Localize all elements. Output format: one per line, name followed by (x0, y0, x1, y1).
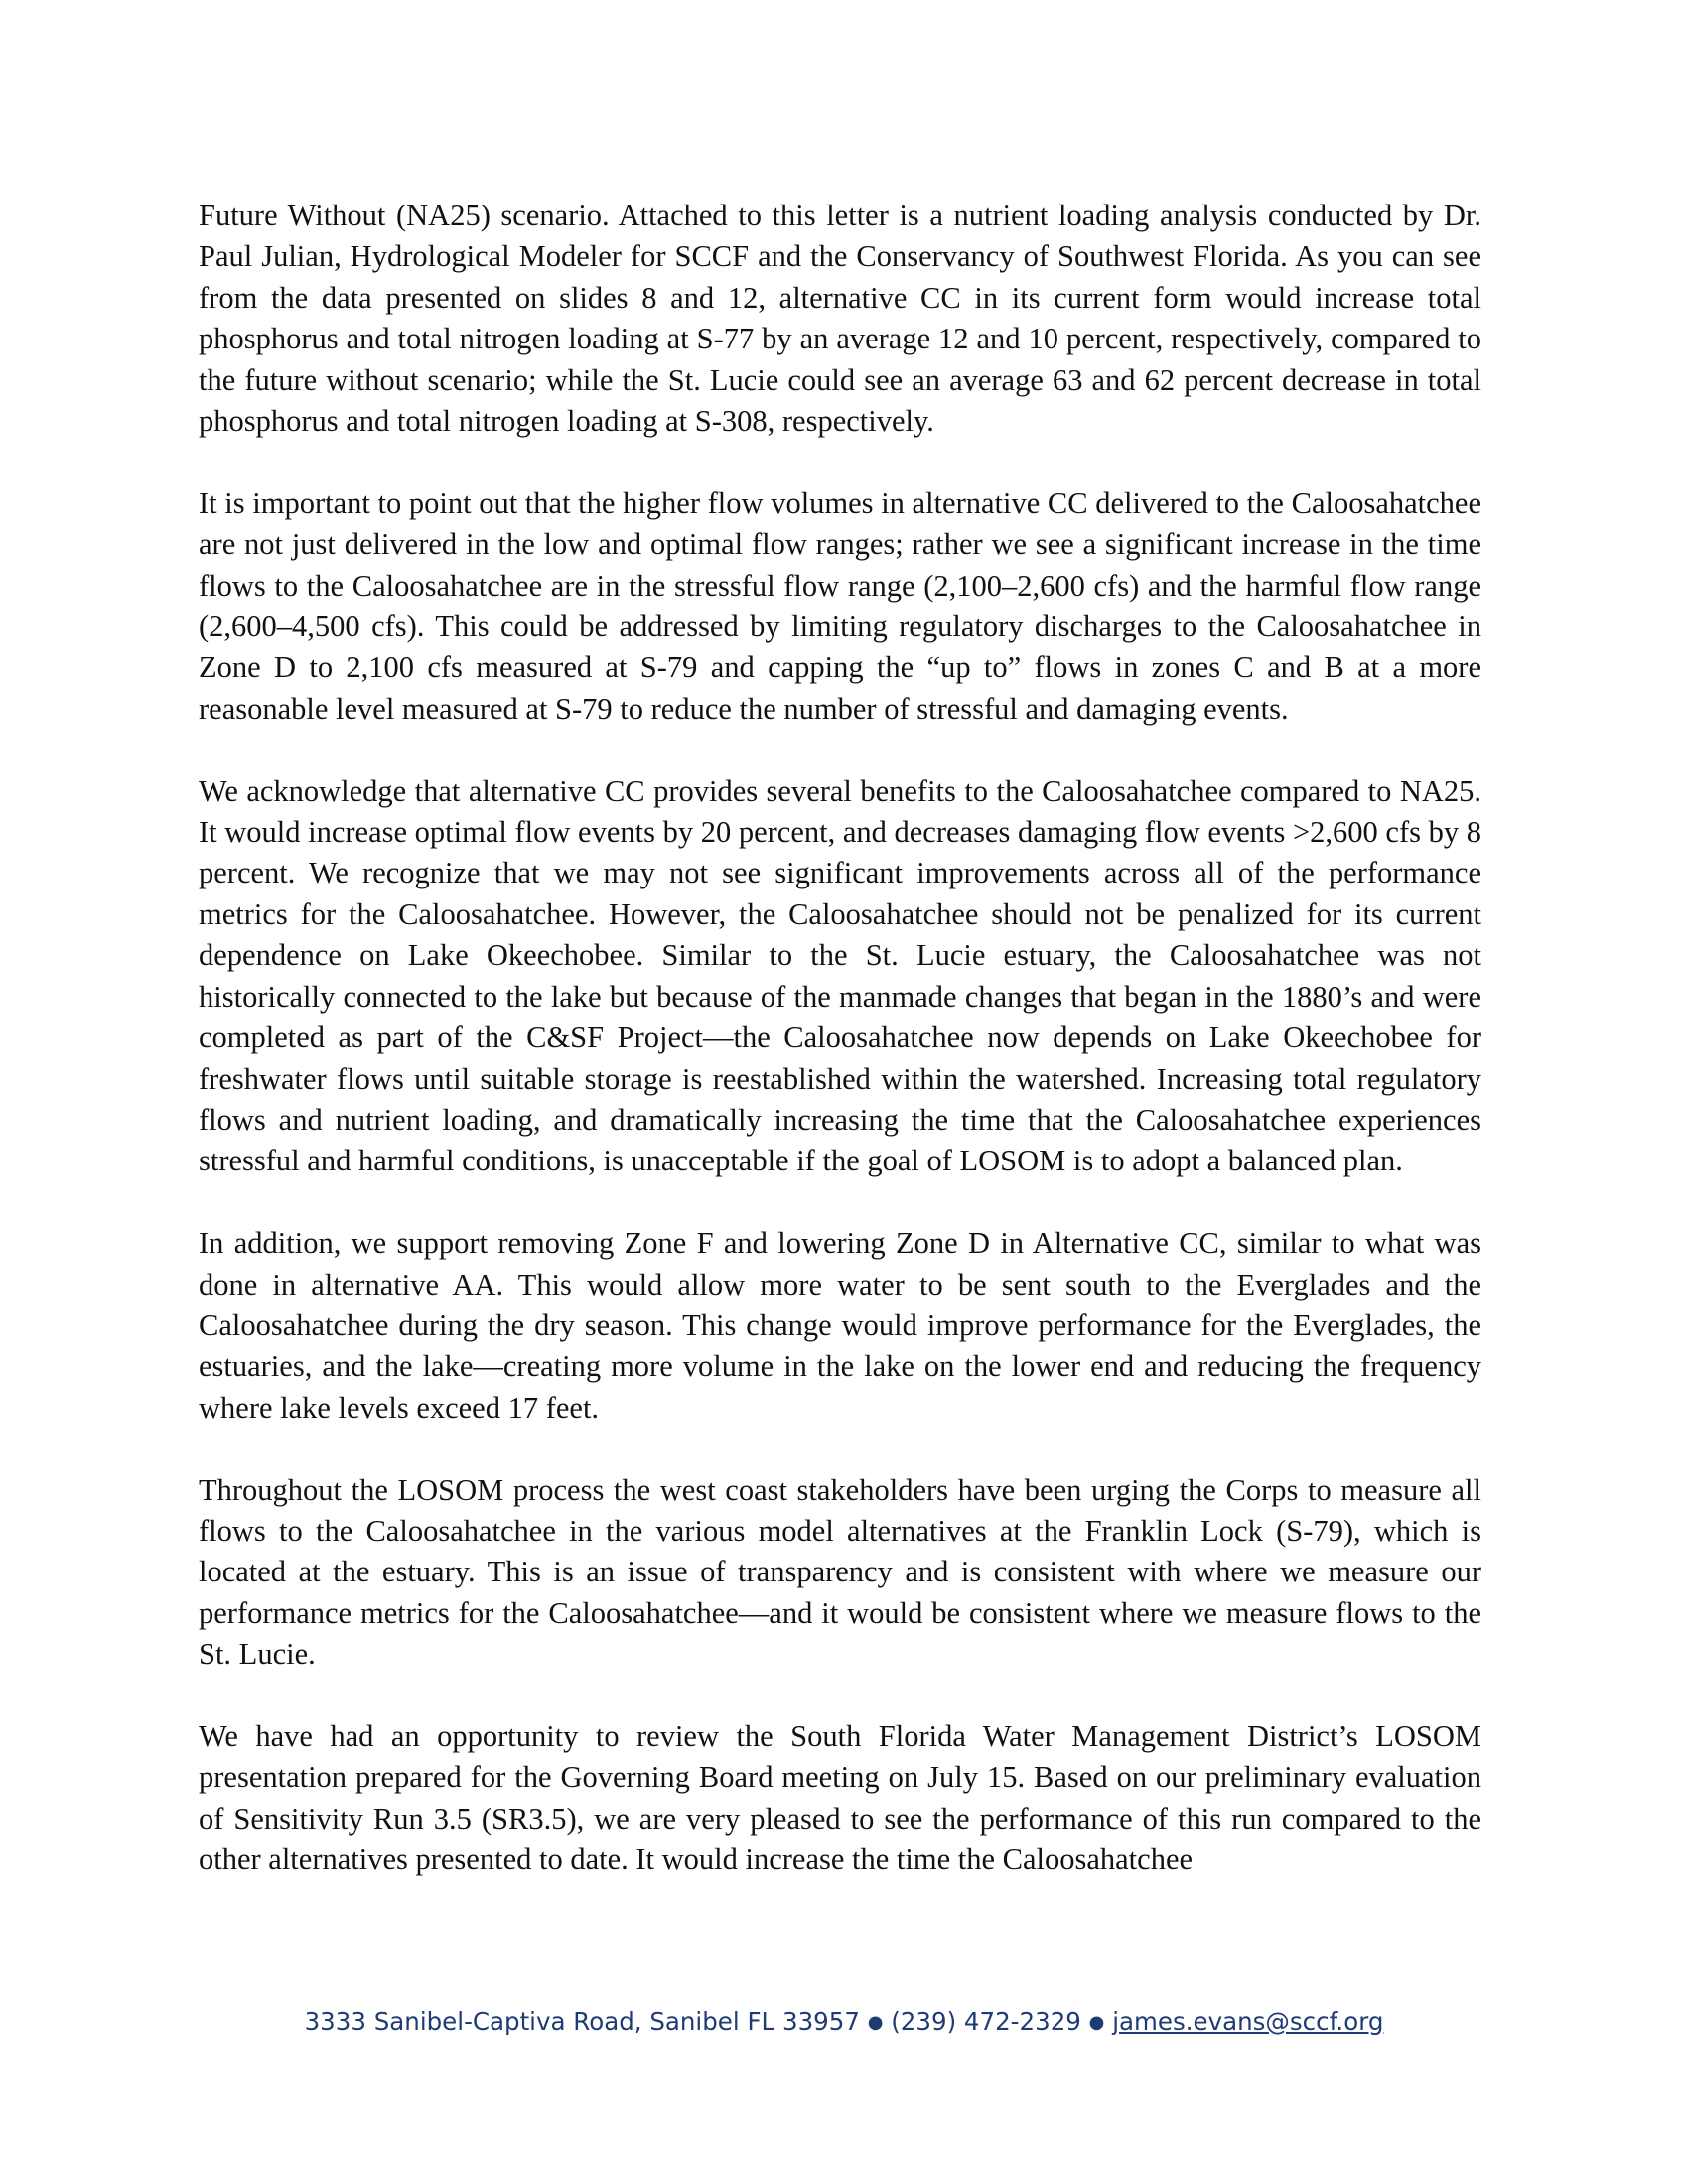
paragraph-benefits: We acknowledge that alternative CC provides several benefits to the Caloosahatchee compared to NA25. It would increase optimal flow events by 20 percent, and decreases damaging flow events >2,600 cfs by 8 percent. We recognize that we may not see significant improvements across all of the performance metrics for the Caloosahatchee. However, the Caloosahatchee should not be penalized for its current dependence on Lake Okeechobee. Similar to the St. Lucie estuary, the Caloosahatchee was not historically connected to the lake but because of the manmade changes that began in the 1880’s and were completed as part of the C&SF Project—the Caloosahatchee now depends on Lake Okeechobee for freshwater flows until suitable storage is reestablished within the watershed. Increasing total regulatory flows and nutrient loading, and dramatically increasing the time that the Caloosahatchee experiences stressful and harmful conditions, is unacceptable if the goal of LOSOM is to adopt a balanced plan. (199, 773, 1481, 1178)
paragraph-measurement-location: Throughout the LOSOM process the west coast stakeholders have been urging the Corps to measure all flows to the Caloosahatchee in the various model alternatives at the Franklin Lock (S-79), which is located at the estuary. This is an issue of transparency and is consistent with where we measure our performance metrics for the Caloosahatchee—and it would be consistent where we measure flows to the St. Lucie. (199, 1472, 1481, 1672)
footer-address: 3333 Sanibel-Captiva Road, Sanibel FL 33957 (304, 2007, 860, 2036)
bullet-separator: ● (1088, 2012, 1105, 2033)
paragraph-flow-ranges: It is important to point out that the higher flow volumes in alternative CC delivered to the Caloosahatchee are not just delivered in the low and optimal flow ranges; rather we see a significant increase in the time flows to the Caloosahatchee are in the stressful flow range (2,100–2,600 cfs) and the harmful flow range (2,600–4,500 cfs). This could be addressed by limiting regulatory discharges to the Caloosahatchee in Zone D to 2,100 cfs measured at S-79 and capping the “up to” flows in zones C and B at a more reasonable level measured at S-79 to reduce the number of stressful and damaging events. (199, 485, 1481, 726)
footer-email-link[interactable]: james.evans@sccf.org (1112, 2007, 1384, 2036)
paragraph-sensitivity-run: We have had an opportunity to review the South Florida Water Management District’s LOSOM presentation prepared for the Governing Board meeting on July 15. Based on our preliminary evaluation of Sensitivity Run 3.5 (SR3.5), we are very pleased to see the performance of this run compared to the other alternatives presented to date. It would increase the time the Caloosahatchee (199, 1718, 1481, 1877)
paragraph-nutrient-loading: Future Without (NA25) scenario. Attached to this letter is a nutrient loading analysis conducted by Dr. Paul Julian, Hydrological Modeler for SCCF and the Conservancy of Southwest Florida. As you can see from the data presented on slides 8 and 12, alternative CC in its current form would increase total phosphorus and total nitrogen loading at S-77 by an average 12 and 10 percent, respectively, compared to the future without scenario; while the St. Lucie could see an average 63 and 62 percent decrease in total phosphorus and total nitrogen loading at S-308, respectively. (199, 199, 1481, 439)
letter-footer (0, 2007, 1688, 2036)
letter-body (199, 196, 1481, 1881)
bullet-separator: ● (867, 2012, 884, 2033)
footer-phone: (239) 472-2329 (891, 2007, 1081, 2036)
paragraph-zone-changes: In addition, we support removing Zone F and lowering Zone D in Alternative CC, similar to what was done in alternative AA. This would allow more water to be sent south to the Everglades and the Caloosahatchee during the dry season. This change would improve performance for the Everglades, the estuaries, and the lake—creating more volume in the lake on the lower end and reducing the frequency where lake levels exceed 17 feet. (199, 1226, 1481, 1425)
